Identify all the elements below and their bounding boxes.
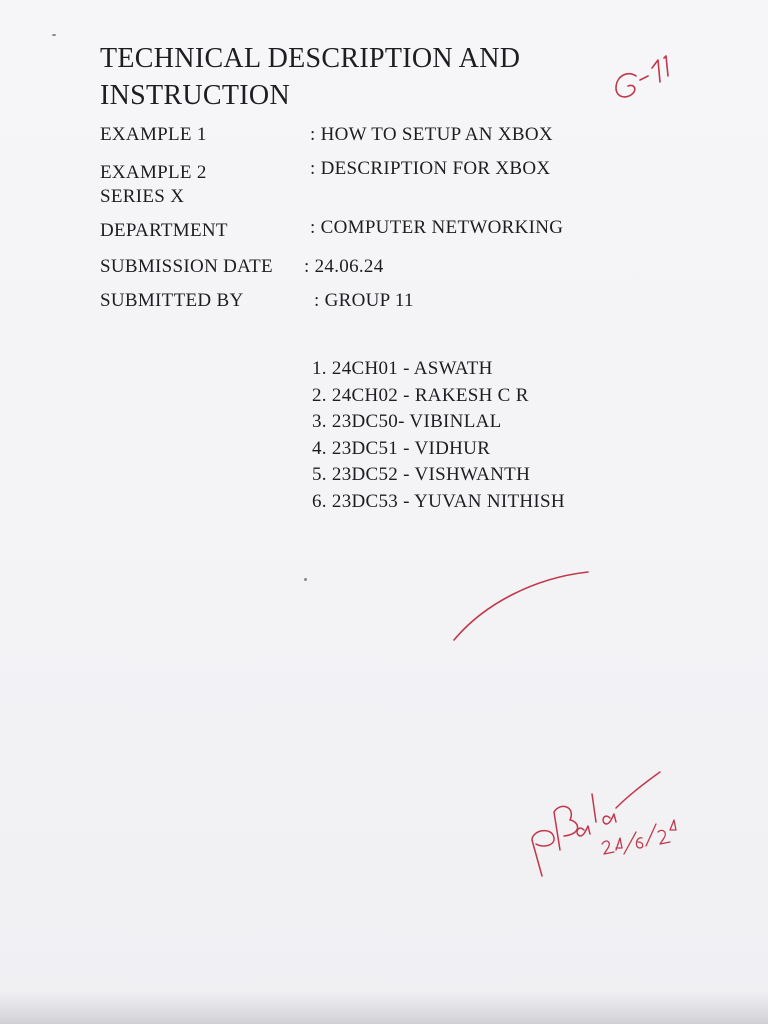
title-line-2: INSTRUCTION	[100, 80, 290, 111]
document-title	[100, 40, 620, 114]
field-label: DEPARTMENT	[100, 220, 228, 241]
field-label: EXAMPLE 2	[100, 162, 207, 183]
approval-stroke	[444, 564, 604, 654]
stray-mark	[52, 34, 56, 36]
field-value-continuation: SERIES X	[100, 186, 185, 207]
field-value: : HOW TO SETUP AN XBOX	[310, 124, 553, 145]
field-value: : GROUP 11	[314, 290, 414, 311]
field-value: : DESCRIPTION FOR XBOX	[310, 158, 551, 179]
field-label: SUBMISSION DATE	[100, 256, 273, 277]
list-item: 3. 23DC50- VIBINLAL	[312, 411, 502, 432]
list-item: 4. 23DC51 - VIDHUR	[312, 437, 491, 459]
stray-mark	[304, 578, 307, 581]
group-member-list	[312, 356, 565, 515]
field-value: : 24.06.24	[304, 256, 384, 277]
grade-mark-handwritten	[600, 36, 690, 116]
field-label: EXAMPLE 1	[100, 124, 207, 145]
list-item: 5. 23DC52 - VISHWANTH	[312, 464, 531, 485]
list-item: 2. 24CH02 - RAKESH C R	[312, 384, 529, 406]
list-item: 1. 24CH01 - ASWATH	[312, 358, 493, 379]
field-label: SUBMITTED BY	[100, 290, 244, 311]
field-value: : COMPUTER NETWORKING	[310, 217, 564, 238]
list-item: 6. 23DC53 - YUVAN NITHISH	[312, 490, 565, 512]
title-line-1: TECHNICAL DESCRIPTION AND	[100, 43, 521, 74]
signature-handwritten	[520, 764, 680, 894]
page-bottom-edge	[0, 990, 768, 1024]
